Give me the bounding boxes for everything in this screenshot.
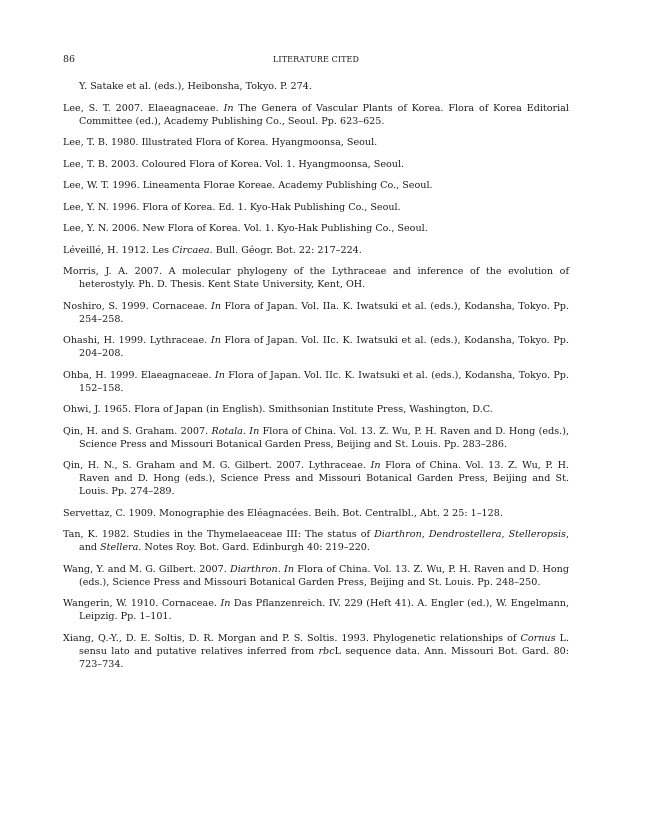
reference-text: Flora of China. Vol. 13. Z. Wu, P. H. Raven and D. Hong (eds.), Science Press and Missouri Botanical Garden Press, Beijing and St. Louis. Pp. 248–250. bbox=[79, 563, 569, 588]
italic-text: In bbox=[214, 369, 225, 381]
running-head: LITERATURE CITED bbox=[273, 55, 359, 64]
italic-text: In bbox=[223, 102, 234, 114]
reference-text: Lee, Y. N. 1996. Flora of Korea. Ed. 1. Kyo-Hak Publishing Co., Seoul. bbox=[63, 201, 401, 213]
reference-text: Flora of Japan. Vol. IIc. K. Iwatsuki et al. (eds.), Kodansha, Tokyo. Pp. 152–158. bbox=[79, 369, 569, 394]
reference-text: . bbox=[242, 425, 250, 437]
reference-entry bbox=[63, 201, 569, 214]
reference-text: Flora of Japan. Vol. IIa. K. Iwatsuki et al. (eds.), Kodansha, Tokyo. Pp. 254–258. bbox=[79, 300, 570, 325]
reference-entry bbox=[63, 403, 569, 416]
reference-entry bbox=[63, 300, 569, 326]
reference-text: Qin, H. and S. Graham. 2007. bbox=[63, 425, 212, 437]
reference-text: . Notes Roy. Bot. Gard. Edinburgh 40: 219–220. bbox=[138, 542, 370, 553]
reference-entry bbox=[63, 102, 569, 128]
italic-text: In bbox=[249, 425, 260, 437]
reference-text: Lee, Y. N. 2006. New Flora of Korea. Vol. 1. Kyo-Hak Publishing Co., Seoul. bbox=[63, 223, 428, 234]
reference-text: Flora of China. Vol. 13. Z. Wu, P. H. Raven and D. Hong (eds.), Science Press and Missouri Botanical Garden Press, Beijing and St. Louis. Pp. 283–286. bbox=[79, 425, 569, 450]
reference-entry bbox=[63, 334, 569, 360]
italic-text: Diarthron bbox=[374, 529, 422, 540]
reference-entry bbox=[63, 597, 569, 623]
reference-list bbox=[63, 80, 569, 679]
reference-text: Y. Satake et al. (eds.), Heibonsha, Tokyo. P. 274. bbox=[79, 81, 312, 92]
reference-entry bbox=[63, 136, 569, 149]
reference-text: Lee, S. T. 2007. Elaeagnaceae. bbox=[63, 102, 224, 114]
italic-text: Rotala bbox=[211, 425, 243, 437]
italic-text: Stellera bbox=[100, 542, 139, 553]
italic-text: In bbox=[370, 460, 381, 471]
reference-text: Lee, T. B. 1980. Illustrated Flora of Korea. Hyangmoonsa, Seoul. bbox=[63, 137, 378, 148]
reference-text: Morris, J. A. 2007. A molecular phylogeny of the Lythraceae and inference of the evolution of heterostyly. Ph. D. Thesis. Kent State University, Kent, OH. bbox=[63, 266, 569, 290]
reference-entry bbox=[63, 369, 569, 395]
reference-text: , and bbox=[79, 529, 569, 553]
reference-text: Wang, Y. and M. G. Gilbert. 2007. bbox=[63, 563, 231, 575]
reference-text: , bbox=[501, 529, 509, 540]
reference-text: Tan, K. 1982. Studies in the Thymelaeaceae III: The status of bbox=[63, 529, 375, 540]
reference-entry bbox=[63, 244, 569, 257]
italic-text: In bbox=[220, 598, 231, 609]
reference-entry bbox=[63, 265, 569, 291]
reference-text: L. sensu lato and putative relatives inferred from bbox=[79, 632, 570, 657]
reference-text: L sequence data. Ann. Missouri Bot. Gard. 80: 723–734. bbox=[79, 645, 570, 670]
italic-text: In bbox=[210, 335, 221, 346]
reference-entry bbox=[63, 563, 569, 589]
italic-text: Diarthron bbox=[230, 563, 278, 575]
reference-entry bbox=[63, 528, 569, 554]
page-number: 86 bbox=[63, 54, 76, 65]
italic-text: Cornus bbox=[520, 632, 556, 644]
reference-entry bbox=[63, 425, 569, 451]
reference-text: Ohwi, J. 1965. Flora of Japan (in English). Smithsonian Institute Press, Washington, D.C. bbox=[63, 404, 493, 415]
reference-text: . bbox=[277, 563, 285, 575]
reference-continuation bbox=[63, 80, 569, 93]
italic-text: Stelleropsis bbox=[508, 529, 566, 540]
italic-text: In bbox=[284, 563, 294, 575]
reference-text: Das Pflanzenreich. IV. 229 (Heft 41). A. Engler (ed.), W. Engelmann, Leipzig. Pp. 1–101. bbox=[79, 598, 570, 622]
reference-text: Servettaz, C. 1909. Monographie des Eléagnacées. Beih. Bot. Centralbl., Abt. 2 25: 1–128. bbox=[63, 507, 503, 519]
reference-entry bbox=[63, 222, 569, 235]
reference-text: Lee, T. B. 2003. Coloured Flora of Korea. Vol. 1. Hyangmoonsa, Seoul. bbox=[63, 158, 405, 170]
reference-entry bbox=[63, 459, 569, 498]
reference-entry bbox=[63, 507, 569, 520]
reference-text: Wangerin, W. 1910. Cornaceae. bbox=[63, 598, 221, 609]
reference-text: , bbox=[421, 529, 429, 540]
reference-text: Lee, W. T. 1996. Lineamenta Florae Koreae. Academy Publishing Co., Seoul. bbox=[63, 180, 433, 191]
italic-text: Circaea bbox=[172, 244, 210, 256]
italic-text: Dendrostellera bbox=[428, 529, 502, 540]
reference-entry bbox=[63, 632, 569, 671]
reference-text: Léveillé, H. 1912. Les bbox=[63, 244, 173, 256]
reference-text: Xiang, Q.-Y., D. E. Soltis, D. R. Morgan and P. S. Soltis. 1993. Phylogenetic relationships of bbox=[63, 632, 521, 644]
reference-text: The Genera of Vascular Plants of Korea. Flora of Korea Editorial Committee (ed.), Academy Publishing Co., Seoul. Pp. 623–625. bbox=[79, 102, 569, 127]
reference-entry bbox=[63, 179, 569, 192]
reference-text: Flora of China. Vol. 13. Z. Wu, P. H. Raven and D. Hong (eds.), Science Press and Missouri Botanical Garden Press, Beijing and St. Louis. Pp. 274–289. bbox=[79, 460, 569, 497]
reference-text: . Bull. Géogr. Bot. 22: 217–224. bbox=[209, 244, 362, 256]
page-header bbox=[63, 53, 569, 67]
italic-text: rbc bbox=[318, 645, 335, 657]
reference-entry bbox=[63, 158, 569, 171]
italic-text: In bbox=[211, 300, 221, 312]
reference-text: Ohashi, H. 1999. Lythraceae. bbox=[63, 335, 211, 346]
reference-text: Ohba, H. 1999. Elaeagnaceae. bbox=[63, 369, 215, 381]
reference-text: Noshiro, S. 1999. Cornaceae. bbox=[63, 300, 212, 312]
reference-text: Flora of Japan. Vol. IIc. K. Iwatsuki et al. (eds.), Kodansha, Tokyo. Pp. 204–208. bbox=[79, 335, 569, 359]
reference-text: Qin, H. N., S. Graham and M. G. Gilbert. 2007. Lythraceae. bbox=[63, 460, 371, 471]
